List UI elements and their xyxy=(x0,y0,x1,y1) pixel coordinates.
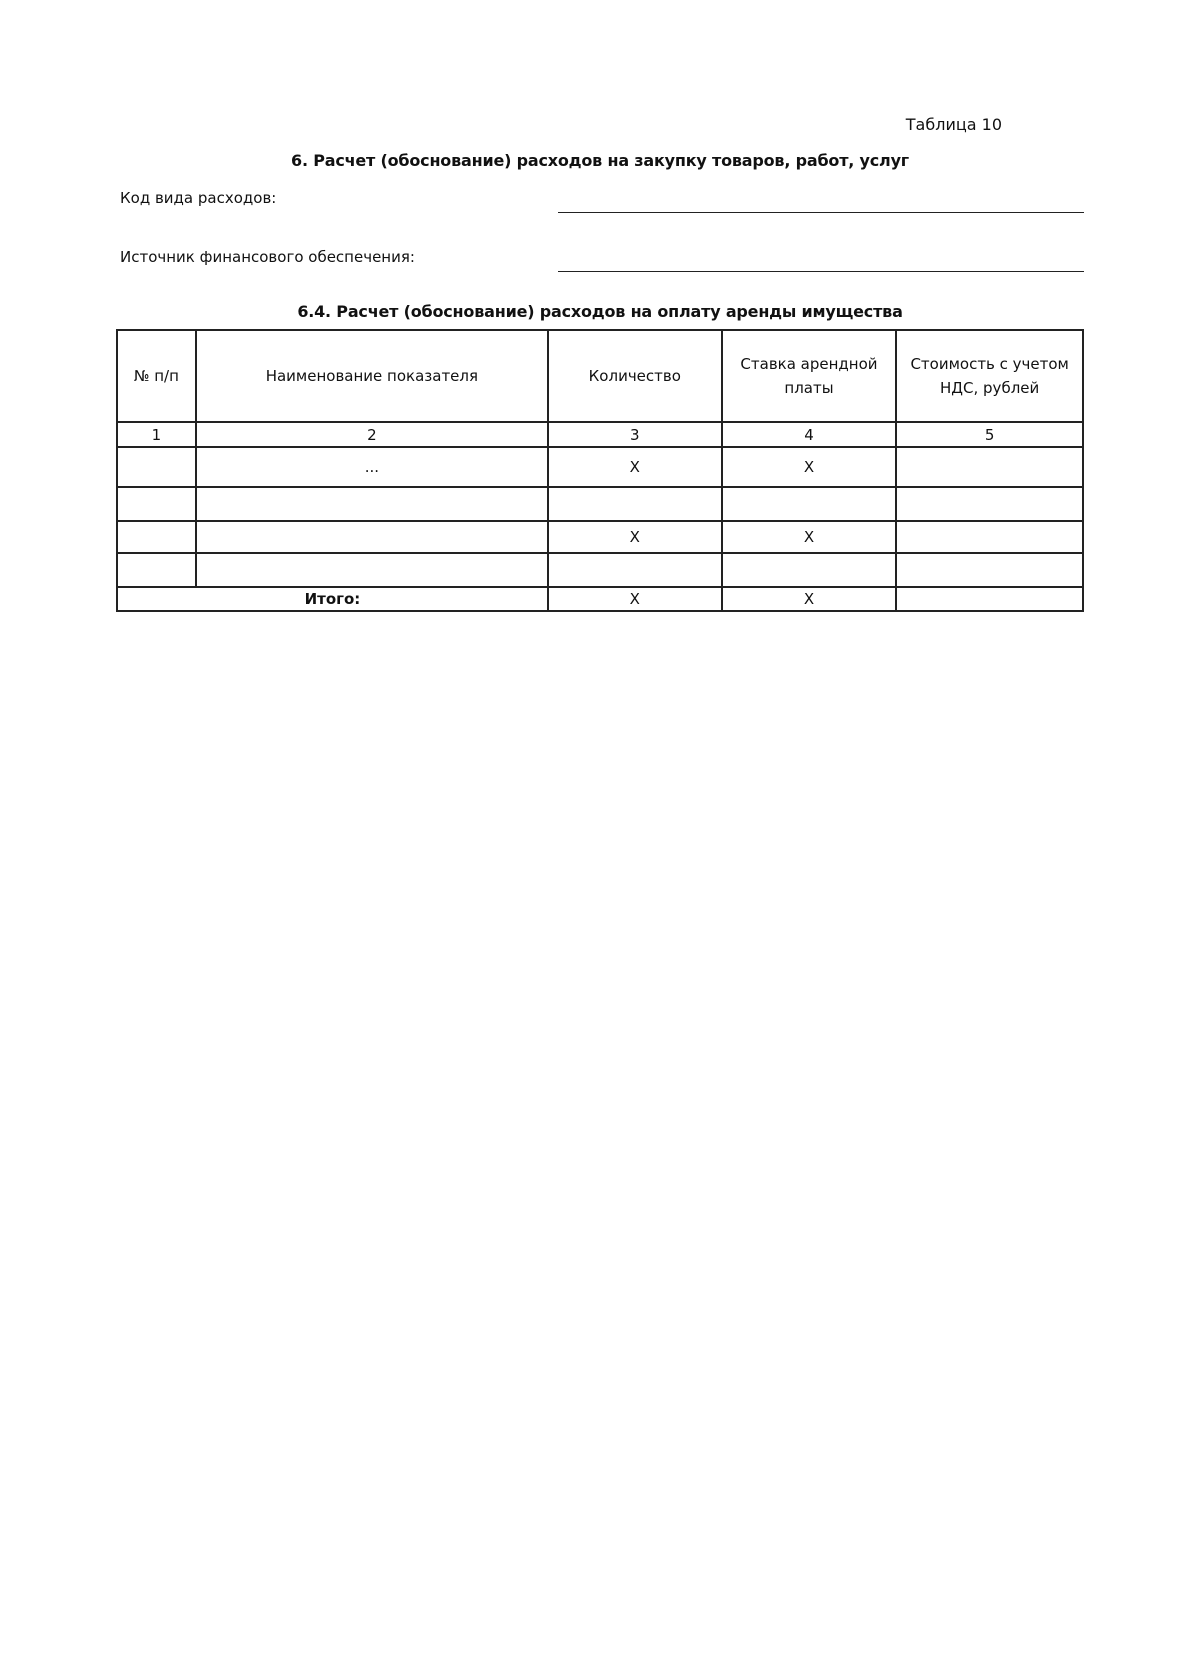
cell-cost xyxy=(896,487,1083,521)
header-rate: Ставка арендной платы xyxy=(722,330,897,422)
total-cost xyxy=(896,587,1083,611)
funding-source-blank-line xyxy=(558,271,1084,272)
column-number-row xyxy=(117,422,1083,447)
cell-quantity xyxy=(548,487,722,521)
column-number: 1 xyxy=(117,422,196,447)
cell-rate: X xyxy=(722,447,897,487)
cell-rate xyxy=(722,553,897,587)
expense-code-blank-line xyxy=(558,212,1084,213)
cell-name xyxy=(196,553,548,587)
table-row xyxy=(117,447,1083,487)
cell-name xyxy=(196,521,548,553)
cell-quantity: X xyxy=(548,447,722,487)
header-cost: Стоимость с учетом НДС, рублей xyxy=(896,330,1083,422)
cell-cost xyxy=(896,447,1083,487)
column-number: 3 xyxy=(548,422,722,447)
cell-num xyxy=(117,521,196,553)
header-num: № п/п xyxy=(117,330,196,422)
funding-source-label: Источник финансового обеспечения: xyxy=(120,248,415,266)
expense-code-label: Код вида расходов: xyxy=(120,189,277,207)
funding-source-field xyxy=(120,248,1084,272)
cell-name: ... xyxy=(196,447,548,487)
subsection-title: 6.4. Расчет (обоснование) расходов на оплату аренды имущества xyxy=(297,302,903,321)
table-row xyxy=(117,521,1083,553)
header-quantity: Количество xyxy=(548,330,722,422)
expense-code-field xyxy=(120,189,1084,213)
total-row xyxy=(117,587,1083,611)
cell-quantity xyxy=(548,553,722,587)
cell-num xyxy=(117,447,196,487)
table-number: Таблица 10 xyxy=(905,115,1002,134)
rent-calculation-table xyxy=(116,329,1084,612)
column-number: 5 xyxy=(896,422,1083,447)
column-number: 4 xyxy=(722,422,897,447)
table-header-row xyxy=(117,330,1083,422)
total-quantity: X xyxy=(548,587,722,611)
total-rate: X xyxy=(722,587,897,611)
header-name: Наименование показателя xyxy=(196,330,548,422)
section-title: 6. Расчет (обоснование) расходов на закупку товаров, работ, услуг xyxy=(291,151,909,170)
table-row xyxy=(117,487,1083,521)
table-row xyxy=(117,553,1083,587)
cell-cost xyxy=(896,553,1083,587)
cell-quantity: X xyxy=(548,521,722,553)
cell-rate: X xyxy=(722,521,897,553)
cell-num xyxy=(117,553,196,587)
column-number: 2 xyxy=(196,422,548,447)
cell-cost xyxy=(896,521,1083,553)
cell-num xyxy=(117,487,196,521)
total-label: Итого: xyxy=(117,587,548,611)
cell-name xyxy=(196,487,548,521)
cell-rate xyxy=(722,487,897,521)
